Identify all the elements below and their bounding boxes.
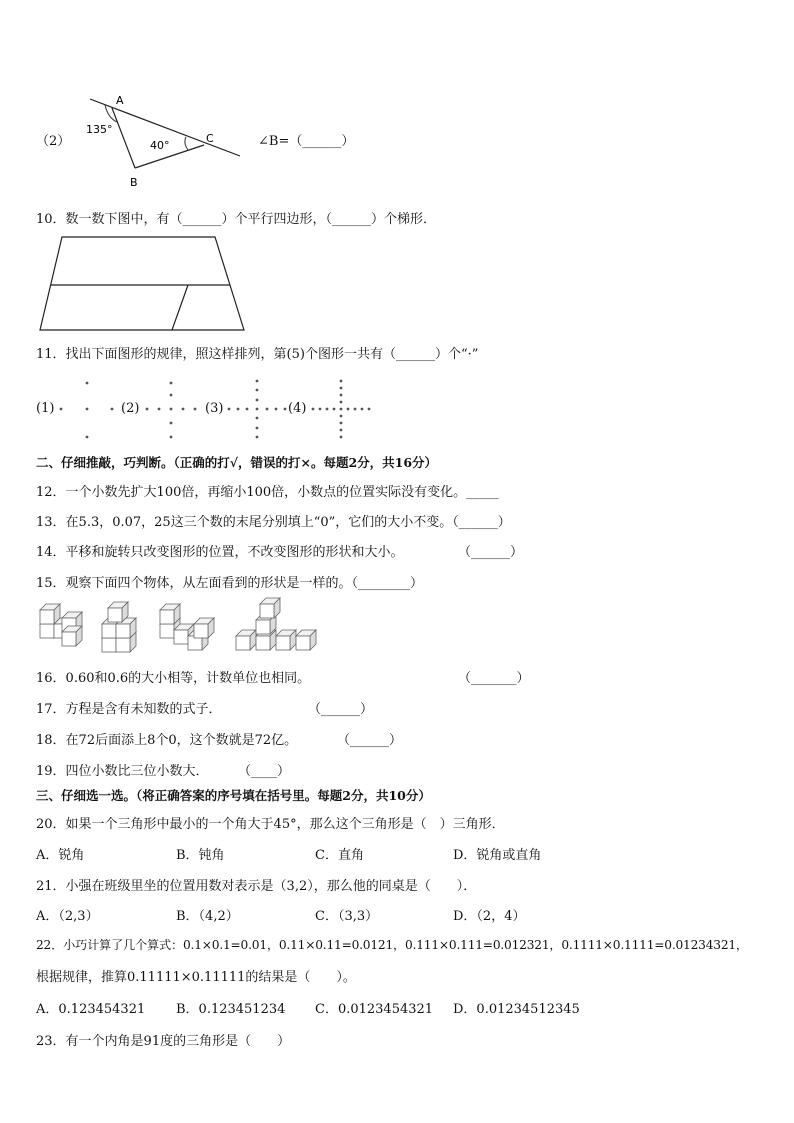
q10-text: 10．数一数下图中，有（______）个平行四边形，（______）个梯形． [36, 212, 437, 227]
pattern-label-3: (3) [205, 401, 224, 416]
q21-option-c: C．（3,3） [315, 909, 379, 924]
q22-text-2: 根据规律，推算0.11111×0.11111的结果是（ ）。 [36, 970, 356, 985]
q20-option-a: A．锐角 [36, 848, 85, 863]
point-c-label: C [206, 132, 214, 145]
q22-option-b: B．0.123451234 [176, 1002, 286, 1017]
q9-2-question: ∠B=（______） [258, 134, 355, 149]
q21-text: 21．小强在班级里坐的位置用数对表示是（3,2），那么他的同桌是（ ）． [36, 879, 477, 894]
q12-text: 12．一个小数先扩大100倍，再缩小100倍，小数点的位置实际没有变化。_____ [36, 485, 499, 500]
q20-text: 20．如果一个三角形中最小的一个角大于45°，那么这个三角形是（ ）三角形． [36, 817, 505, 832]
pattern-label-2: (2) [121, 401, 140, 416]
cube-figures [0, 0, 1, 1]
section-2-title: 二、仔细推敲，巧判断。（正确的打√，错误的打×。每题2分，共16分） [36, 455, 438, 470]
q22-option-d: D．0.01234512345 [453, 1002, 580, 1017]
q15-text: 15．观察下面四个物体，从左面看到的形状是一样的。（________） [36, 576, 424, 591]
q17-text: 17．方程是含有未知数的式子． [36, 702, 222, 717]
q11-text: 11．找出下面图形的规律，照这样排列，第(5)个图形一共有（______）个“·” [36, 347, 479, 362]
q20-option-b: B．钝角 [176, 848, 225, 863]
q20-option-c: C．直角 [315, 848, 364, 863]
q14-blank: （______） [458, 545, 524, 560]
q22-text: 22．小巧计算了几个算式：0.1×0.1=0.01，0.11×0.11=0.0121，0.111×0.111=0.012321，0.1111×0.1111=0.01234321， [36, 938, 748, 952]
point-b-label: B [130, 176, 138, 189]
q14-text: 14．平移和旋转只改变图形的位置，不改变图形的形状和大小。 [36, 545, 404, 560]
section-3-title: 三、仔细选一选。（将正确答案的序号填在括号里。每题2分，共10分） [36, 788, 431, 803]
q17-blank: （______） [308, 702, 374, 717]
angle-135-label: 135° [86, 123, 113, 136]
pattern-label-1: (1) [36, 401, 55, 416]
q16-blank: （_______） [458, 671, 530, 686]
q18-blank: （______） [337, 733, 403, 748]
point-a-label: A [116, 94, 124, 107]
q19-blank: （____） [238, 764, 291, 779]
q13-text: 13．在5.3，0.07，25这三个数的末尾分别填上“0”，它们的大小不变。（______） [36, 515, 511, 530]
q18-text: 18．在72后面添上8个0，这个数就是72亿。 [36, 733, 298, 748]
q22-option-c: C．0.0123454321 [315, 1002, 434, 1017]
q19-text: 19．四位小数比三位小数大． [36, 764, 209, 779]
q20-option-d: D．锐角或直角 [453, 848, 542, 863]
angle-40-label: 40° [150, 139, 170, 152]
q21-option-d: D．（2，4） [453, 909, 526, 924]
q21-option-b: B．（4,2） [176, 909, 239, 924]
q23-text: 23．有一个内角是91度的三角形是（ ） [36, 1034, 291, 1049]
pattern-label-4: (4) [288, 401, 307, 416]
q22-option-a: A．0.123454321 [36, 1002, 146, 1017]
q9-2-label: （2） [36, 134, 71, 149]
q21-option-a: A．（2,3） [36, 909, 99, 924]
q16-text: 16．0.60和0.6的大小相等，计数单位也相同。 [36, 671, 311, 686]
